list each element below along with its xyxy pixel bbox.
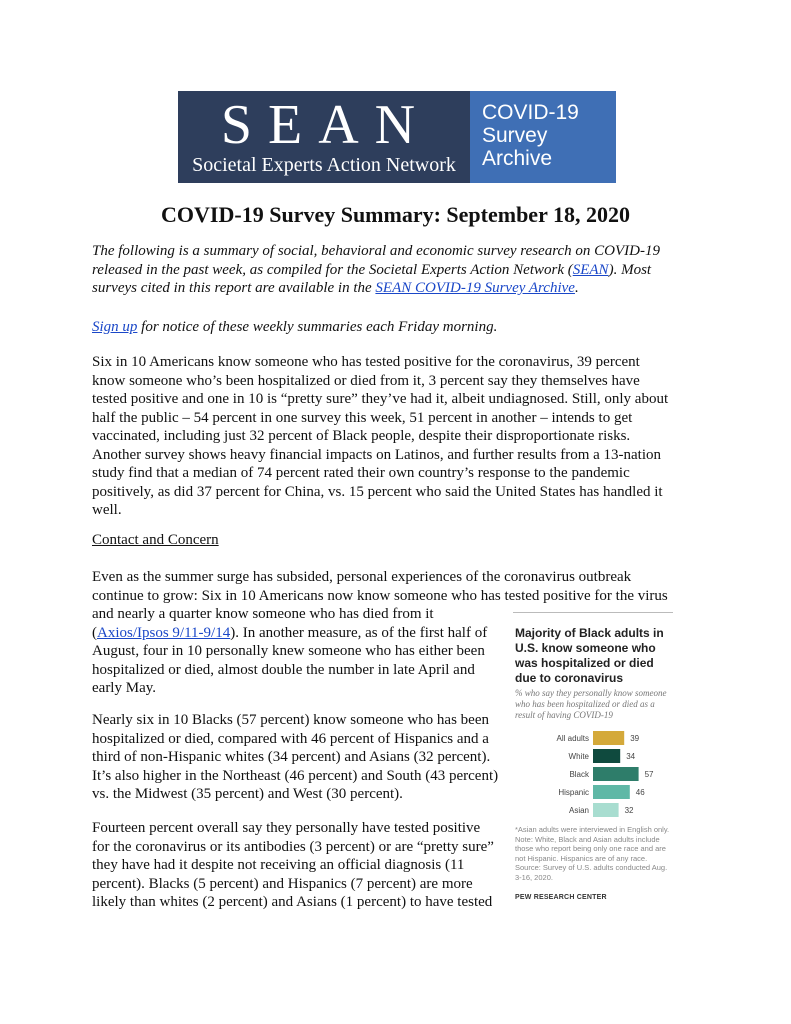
summary-line: Another survey shows heavy financial impacts on Latinos, and further results from a 13-nation [92,446,662,463]
chart-notes [515,825,673,882]
intro-line: surveys cited in this report are available in the SEAN COVID-19 Survey Archive. [92,280,579,296]
pew-chart [513,612,673,902]
contact-line: early May. [92,680,156,696]
chart-note-line: Source: Survey of U.S. adults conducted Aug. 3-16, 2020. [515,863,668,882]
archive-panel [470,91,616,183]
tested-paragraph [92,819,512,912]
page-title: COVID-19 Survey Summary: September 18, 2020 [161,202,630,227]
chart-value-label: 57 [644,770,654,779]
blacks-line: It’s also higher in the Northeast (46 percent) and South (43 percent) [92,767,499,784]
summary-line: Six in 10 Americans know someone who has tested positive for the coronavirus, 39 percent [92,354,640,370]
chart-category-label: All adults [556,734,589,743]
chart-value-label: 34 [626,752,636,761]
summary-line: tested positive and one in 10 is “pretty sure” they’ve had it, albeit undiagnosed. Still, only about [92,391,669,407]
intro-paragraph [92,242,712,298]
chart-category-label: Black [569,770,589,779]
chart-bar [593,785,630,799]
chart-source: PEW RESEARCH CENTER [515,894,607,901]
blacks-line: Nearly six in 10 Blacks (57 percent) know someone who has been [92,712,489,728]
chart-bar [593,767,639,781]
sean-link[interactable]: SEAN [572,261,609,278]
sean-banner [178,91,616,183]
chart-top-rule [513,612,673,613]
summary-line: vaccinated, including just 32 percent of Black people, despite their disproportionate risks. [92,428,631,444]
summary-paragraph [92,353,712,520]
tested-line: percent). Blacks (5 percent) and Hispanics (7 percent) are more [92,875,473,892]
summary-line: well. [92,502,122,518]
intro-line: The following is a summary of social, behavioral and economic survey research on COVID-19 [92,243,660,259]
blacks-line: vs. the Midwest (35 percent) and West (30 percent). [92,786,403,802]
chart-title: Majority of Black adults in U.S. know someone who was hospitalized or died due to coronavirus [515,626,664,685]
chart-value-label: 39 [630,734,640,743]
chart-value-label: 46 [635,788,645,797]
tested-line: they have had it despite not receiving an official diagnosis (11 [92,857,465,873]
chart-category-label: Hispanic [558,788,589,797]
chart-subtitle: % who say they personally know someone who has been hospitalized or died as a result of having COVID-19 [515,688,667,720]
chart-category-label: Asian [568,806,589,815]
chart-plot [513,728,673,824]
tested-line: for the coronavirus or its antibodies (3 percent) or are “pretty sure” [92,838,494,855]
chart-note-line: Note: White, Black and Asian adults include those who report being only one race and are not Hispanic. Hispanics are of any race. [515,834,666,863]
signup-paragraph: Sign up for notice of these weekly summaries each Friday morning. [92,319,498,335]
chart-bar [593,749,620,763]
contact-line: Even as the summer surge has subsided, personal experiences of the coronavirus outbreak [92,569,632,585]
sean-logo-letters: SEAN [220,94,432,156]
chart-bar [593,731,624,745]
archive-line: Archive [482,147,553,170]
sean-logo-panel [178,91,470,183]
tested-line: likely than whites (2 percent) and Asians (1 percent) to have tested [92,894,493,910]
archive-label [482,101,579,170]
archive-line: Survey [482,124,548,147]
summary-line: study find that a median of 74 percent rated their own country’s response to the pandemic [92,465,630,481]
contact-line: (Axios/Ipsos 9/11-9/14). In another measure, as of the first half of [92,624,488,641]
blacks-line: third of non-Hispanic whites (34 percent) and Asians (32 percent). [92,749,491,765]
tested-line: Fourteen percent overall say they personally have tested positive [92,820,481,836]
summary-line: know someone who’s been hospitalized or died from it, 3 percent say they themselves have [92,372,640,389]
section-heading: Contact and Concern [92,532,219,548]
archive-line: COVID-19 [482,101,579,124]
contact-line: August, four in 10 personally knew someone who has either been [92,643,485,659]
summary-line: positively, as did 37 percent for China, vs. 15 percent who said the United States has handled it [92,483,663,500]
signup-link[interactable]: Sign up [92,319,138,335]
axios-ipsos-link[interactable]: Axios/Ipsos 9/11-9/14 [97,624,231,641]
sean-logo-subtitle: Societal Experts Action Network [192,154,456,176]
contact-line: continue to grow: Six in 10 Americans now know someone who has tested positive for the virus [92,587,668,604]
intro-line: released in the past week, as compiled for the Societal Experts Action Network (SEAN). Most [92,261,652,278]
archive-link[interactable]: SEAN COVID-19 Survey Archive [375,280,575,296]
contact-line: and nearly a quarter know someone who has died from it [92,606,434,622]
chart-value-label: 32 [624,806,634,815]
chart-note-line: *Asian adults were interviewed in English only. [515,825,670,834]
blacks-line: hospitalized or died, compared with 46 percent of Hispanics and a [92,730,489,747]
chart-category-label: White [568,752,589,761]
contact-line: hospitalized or died, almost double the number in late April and [92,661,475,678]
blacks-paragraph [92,711,512,804]
chart-bar [593,803,619,817]
summary-line: half the public – 54 percent in one survey this week, 51 percent in another – intends to get [92,409,633,426]
